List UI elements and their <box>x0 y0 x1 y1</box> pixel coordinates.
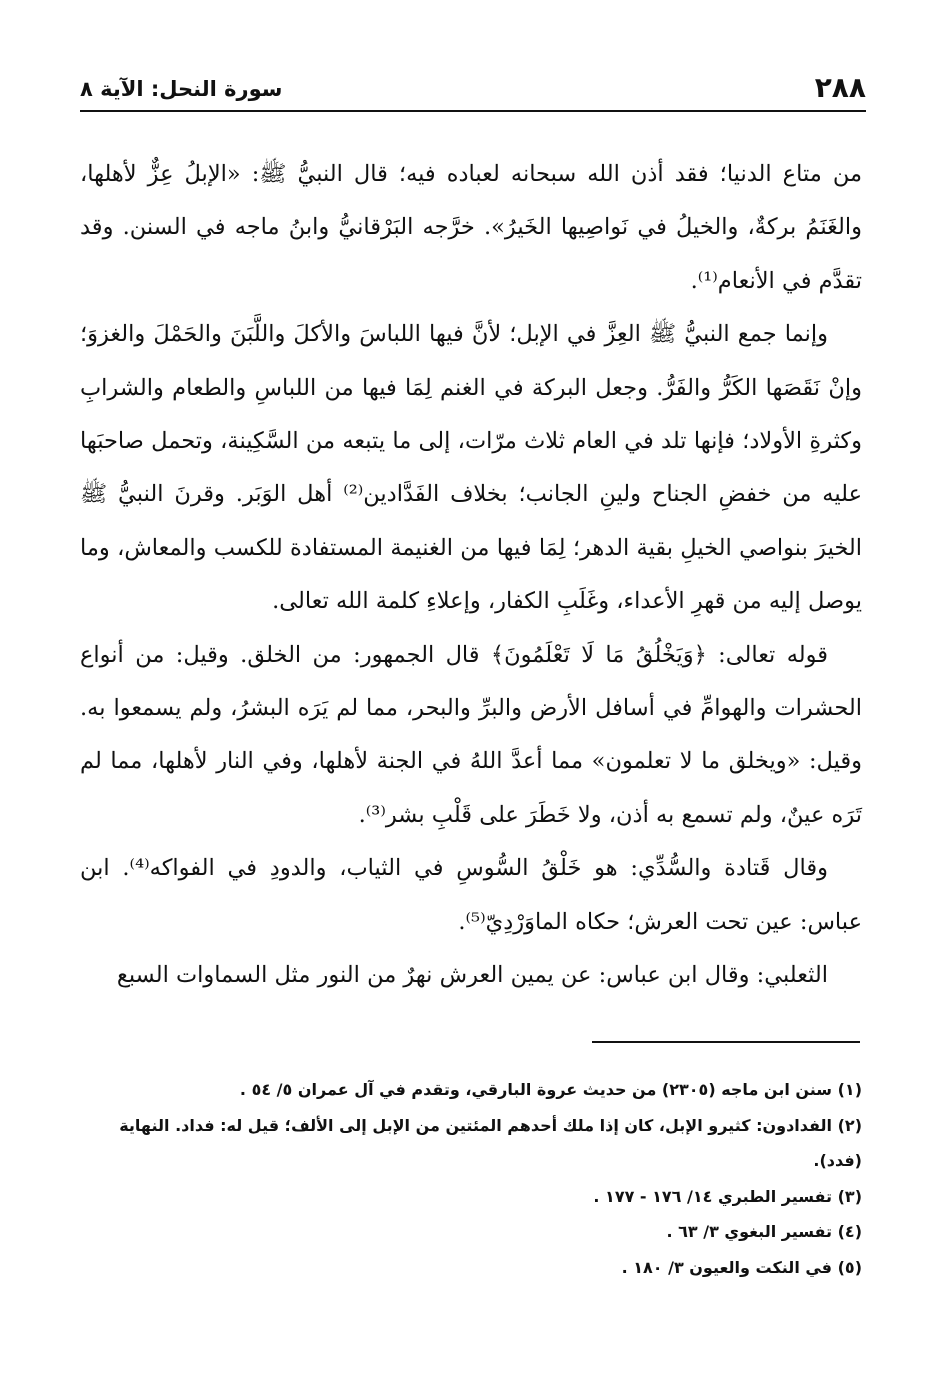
footnote: (٥) في النكت والعيون ٣/ ١٨٠ . <box>621 1257 862 1277</box>
footnote: (٣) تفسير الطبري ١٤/ ١٧٦ - ١٧٧ . <box>593 1186 862 1206</box>
main-text <box>80 148 862 1003</box>
footnote: (٢) الفدادون: كثيرو الإبل، كان إذا ملك أحدهم المئتين من الإبل إلى الألف؛ قيل له: فداد. النهاية (فدد). <box>119 1115 862 1170</box>
paragraph: من متاع الدنيا؛ فقد أذن الله سبحانه لعباده فيه؛ قال النبيُّ ﷺ: «الإبلُ عِزٌّ لأهلها، والغَنَمُ بركةٌ، والخيلُ في نَواصِيها الخَيرُ». خرَّجه البَرْقانيُّ وابنُ ماجه في السنن. وقد تقدَّم في الأنعام⁽¹⁾. <box>80 161 862 294</box>
footnotes <box>80 1072 862 1285</box>
paragraph: وقال قَتادة والسُّدِّي: هو خَلْقُ السُّوسِ في الثياب، والدودِ في الفواكه⁽⁴⁾. ابن عباس: عين تحت العرش؛ حكاه الماوَرْدِيّ⁽⁵⁾. <box>80 855 862 935</box>
paragraph: قوله تعالى: ﴿وَيَخْلُقُ مَا لَا تَعْلَمُونَ﴾ قال الجمهور: من الخلق. وقيل: من أنواع الحشرات والهوامِّ في أسافل الأرض والبرِّ والبحر، مما لم يَرَه البشرُ، ولم يسمعوا به. وقيل: «ويخلق ما لا تعلمون» مما أعدَّ اللهُ في الجنة لأهلها، وفي النار لأهلها، مما لم تَرَه عينٌ، ولم تسمع به أذن، ولا خَطَرَ على قَلْبِ بشر⁽³⁾. <box>80 641 863 828</box>
footnote: (١) سنن ابن ماجه (٢٣٠٥) من حديث عروة البارقي، وتقدم في آل عمران ٥/ ٥٤ . <box>239 1080 862 1099</box>
footnote: (٤) تفسير البغوي ٣/ ٦٣ . <box>666 1222 862 1241</box>
page-header <box>80 70 866 112</box>
running-title: سورة النحل: الآية ٨ <box>80 77 283 101</box>
paragraph: الثعلبي: وقال ابن عباس: عن يمين العرش نهرٌ من النور مثل السماوات السبع <box>116 962 828 989</box>
page-number: ٢٨٨ <box>814 71 866 104</box>
footnote-separator <box>592 1041 860 1043</box>
paragraph: وإنما جمع النبيُّ ﷺ العِزَّ في الإبل؛ لأنَّ فيها اللباسَ والأكلَ واللَّبَنَ والحَمْلَ والغزوَ؛ وإنْ نَقَصَها الكَرُّ والفَرُّ. وجعل البركة في الغنم لِمَا فيها من اللباسِ والطعام والشرابِ وكثرةِ الأولاد؛ فإنها تلد في العام ثلاث مرّات، إلى ما يتبعه من السَّكِينة، وتحمل صاحبَها عليه من خفضِ الجناح ولينِ الجانب؛ بخلاف الفَدَّادين⁽²⁾ أهل الوَبَر. وقرنَ النبيُّ ﷺ الخيرَ بنواصي الخيلِ بقية الدهر؛ لِمَا فيها من الغنيمة المستفادة للكسب والمعاش، وما يوصل إليه من قهرِ الأعداء، وغَلَبِ الكفار، وإعلاءِ كلمة الله تعالى. <box>80 321 863 615</box>
